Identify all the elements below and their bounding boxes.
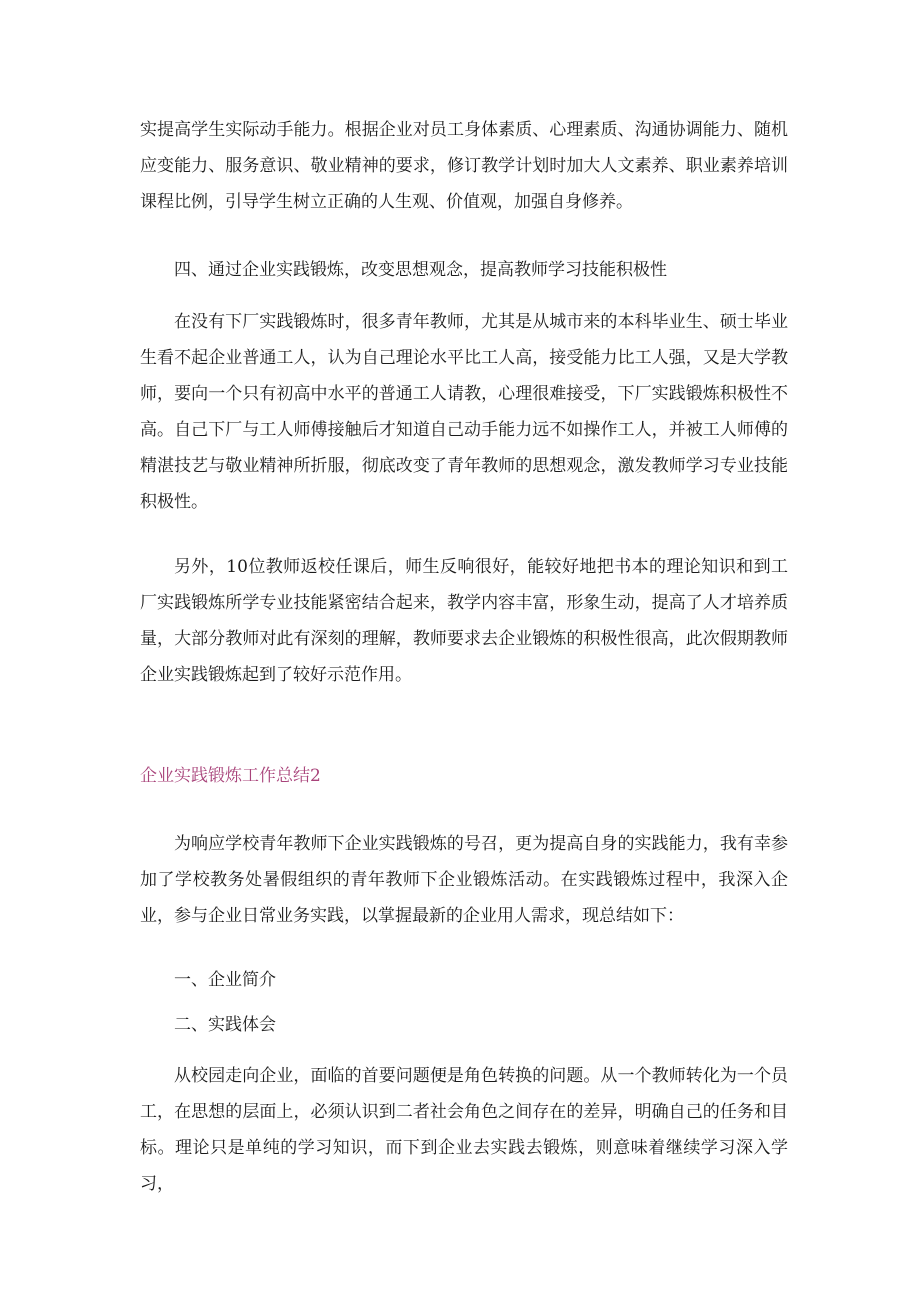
heading-section-four: 四、通过企业实践锻炼，改变思想观念，提高教师学习技能积极性 [174, 260, 667, 280]
list-item-practice-experience: 二、实践体会 [174, 1015, 276, 1035]
paragraph-ten-teachers: 另外，10位教师返校任课后，师生反响很好，能较好地把书本的理论知识和到工厂实践锻炼所学专业技能紧密结合起来，教学内容丰富，形象生动，提高了人才培养质量，大部分教师对此有深刻的理解，教师要求去企业锻炼的积极性很高，此次假期教师企业实践锻炼起到了较好示范作用。 [140, 557, 788, 685]
paragraph-intro: 为响应学校青年教师下企业实践锻炼的号召，更为提高自身的实践能力，我有幸参加了学校教务处暑假组织的青年教师下企业锻炼活动。在实践锻炼过程中，我深入企业，参与企业日常业务实践，以掌握最新的企业用人需求，现总结如下： [140, 834, 788, 926]
paragraph-continuation: 实提高学生实际动手能力。根据企业对员工身体素质、心理素质、沟通协调能力、随机应变能力、服务意识、敬业精神的要求，修订教学计划时加大人文素养、职业素养培训课程比例，引导学生树立正确的人生观、价值观，加强自身修养。 [140, 120, 788, 212]
paragraph-campus-to-enterprise: 从校园走向企业，面临的首要问题便是角色转换的问题。从一个教师转化为一个员工，在思想的层面上，必须认识到二者社会角色之间存在的差异，明确自己的任务和目标。理论只是单纯的学习知识，而下到企业去实践去锻炼，则意味着继续学习深入学习， [140, 1066, 788, 1194]
paragraph-young-teachers: 在没有下厂实践锻炼时，很多青年教师，尤其是从城市来的本科毕业生、硕士毕业生看不起企业普通工人，认为自己理论水平比工人高，接受能力比工人强，又是大学教师，要向一个只有初高中水平的普通工人请教，心理很难接受，下厂实践锻炼积极性不高。自己下厂与工人师傅接触后才知道自己动手能力远不如操作工人，并被工人师傅的精湛技艺与敬业精神所折服，彻底改变了青年教师的思想观念，激发教师学习专业技能积极性。 [140, 312, 788, 512]
list-item-company-intro: 一、企业简介 [174, 970, 276, 990]
section-title: 企业实践锻炼工作总结2 [140, 766, 321, 786]
